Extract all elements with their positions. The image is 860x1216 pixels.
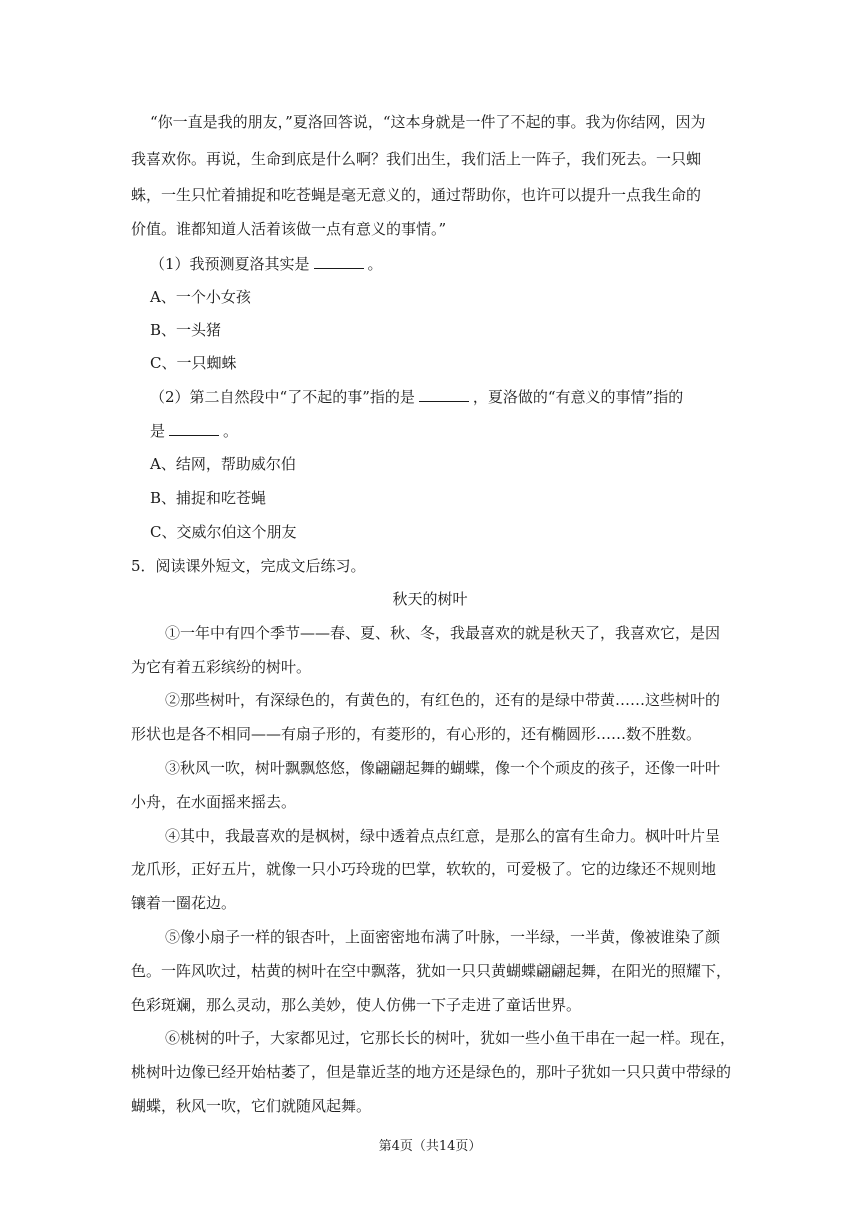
question-5-heading: 5．阅读课外短文，完成文后练习。: [131, 557, 366, 575]
answer-blank: [314, 253, 364, 269]
article-paragraph-6-cont: 桃树叶边像已经开始枯萎了，但是靠近茎的地方还是绿色的，那叶子犹如一只只黄中带绿的: [131, 1063, 732, 1081]
passage-line: 蛛，一生只忙着捕捉和吃苍蝇是毫无意义的，通过帮助你，也许可以提升一点我生命的: [131, 186, 702, 204]
article-paragraph-6: ⑥桃树的叶子，大家都见过，它那长长的树叶，犹如一些小鱼干串在一起一样。现在，: [165, 1029, 736, 1047]
question-2-prompt: （2）第二自然段中“了不起的事”指的是 ，夏洛做的“有意义的事情”指的: [150, 388, 684, 406]
question-2-option-b: B、捕捉和吃苍蝇: [150, 489, 267, 507]
passage-line: “你一直是我的朋友，”夏洛回答说，“这本身就是一件了不起的事。我为你结网，因为: [150, 113, 706, 131]
article-paragraph-1-cont: 为它有着五彩缤纷的树叶。: [131, 658, 312, 676]
page-number-footer: 第4页（共14页）: [378, 1139, 482, 1154]
article-paragraph-4: ④其中，我最喜欢的是枫树，绿中透着点点红意，是那么的富有生命力。枫叶叶片呈: [165, 827, 721, 845]
answer-blank: [419, 386, 469, 402]
question-2-prompt-cont: 是 。: [150, 422, 239, 440]
article-paragraph-1: ①一年中有四个季节——春、夏、秋、冬，我最喜欢的就是秋天了，我喜欢它，是因: [165, 624, 721, 642]
article-paragraph-5-cont: 色。一阵风吹过，枯黄的树叶在空中飘落，犹如一只只黄蝴蝶翩翩起舞，在阳光的照耀下，: [131, 962, 732, 980]
passage-line: 价值。谁都知道人活着该做一点有意义的事情。”: [131, 220, 447, 238]
article-paragraph-5: ⑤像小扇子一样的银杏叶，上面密密地布满了叶脉，一半绿，一半黄，像被谁染了颜: [165, 928, 721, 946]
article-paragraph-4-cont: 镶着一圈花边。: [131, 894, 237, 912]
article-paragraph-2: ②那些树叶，有深绿色的，有黄色的，有红色的，还有的是绿中带黄……这些树叶的: [165, 691, 721, 709]
question-1-option-b: B、一头猪: [150, 321, 222, 339]
question-1-option-c: C、一只蜘蛛: [150, 354, 237, 372]
passage-line: 我喜欢你。再说，生命到底是什么啊？我们出生，我们活上一阵子，我们死去。一只蜘: [131, 150, 702, 168]
article-paragraph-4-cont: 龙爪形，正好五片，就像一只小巧玲珑的巴掌，软软的，可爱极了。它的边缘还不规则地: [131, 860, 717, 878]
question-2-option-a: A、结网，帮助威尔伯: [150, 455, 296, 473]
article-paragraph-5-cont: 色彩斑斓，那么灵动，那么美妙，使人仿佛一下子走进了童话世界。: [131, 996, 582, 1014]
article-paragraph-2-cont: 形状也是各不相同——有扇子形的，有菱形的，有心形的，还有椭圆形……数不胜数。: [131, 725, 702, 743]
article-paragraph-6-cont: 蝴蝶，秋风一吹，它们就随风起舞。: [131, 1097, 372, 1115]
article-title: 秋天的树叶: [392, 590, 468, 608]
question-1-option-a: A、一个小女孩: [150, 288, 251, 306]
article-paragraph-3-cont: 小舟，在水面摇来摇去。: [131, 793, 297, 811]
answer-blank: [169, 420, 219, 436]
question-1-prompt: （1）我预测夏洛其实是 。: [150, 255, 383, 273]
article-paragraph-3: ③秋风一吹，树叶飘飘悠悠，像翩翩起舞的蝴蝶，像一个个顽皮的孩子，还像一叶叶: [165, 759, 721, 777]
question-2-option-c: C、交威尔伯这个朋友: [150, 523, 297, 541]
